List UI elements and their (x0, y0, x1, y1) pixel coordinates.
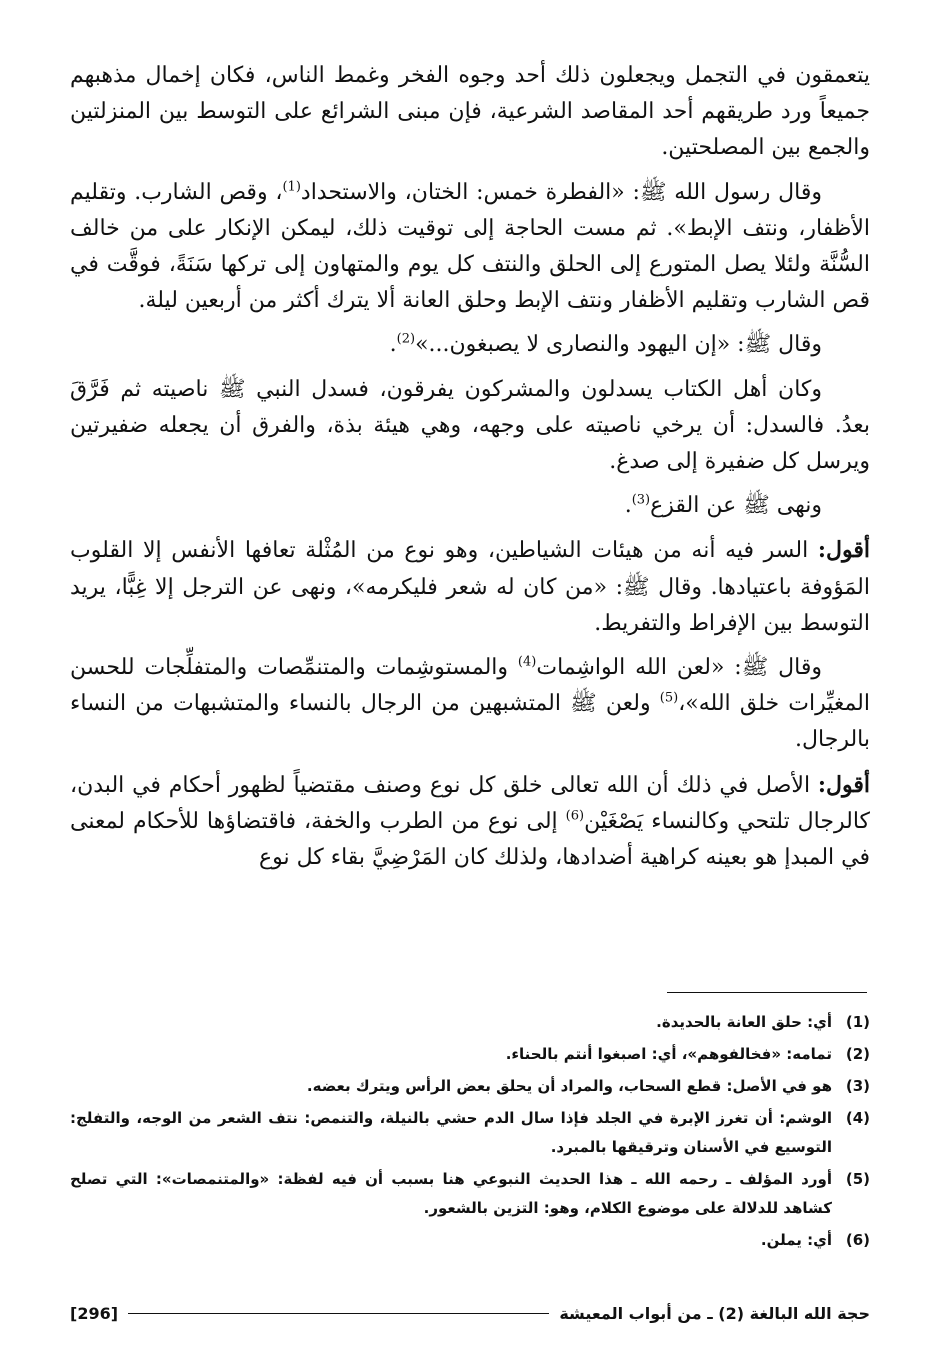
running-footer-title: حجة الله البالغة (2) ـ من أبواب المعيشة (559, 1303, 870, 1323)
footnote-number: (5) (845, 1170, 870, 1188)
paragraph-6 (70, 532, 870, 642)
paragraph-3-end: . (389, 332, 397, 358)
footnote-item (70, 1104, 870, 1162)
paragraph-5-end: . (624, 493, 632, 519)
footnote-number: (1) (845, 1013, 870, 1031)
footnote-ref-2: (2) (396, 332, 416, 348)
paragraph-2-start: وقال رسول الله ﷺ: «الفطرة خمس: الختان، والاستحداد (300, 179, 822, 205)
footnote-text: أي: حلق العانة بالحديدة. (656, 1013, 832, 1031)
aqulu-lead: أقول: (817, 537, 870, 564)
aqulu-lead-2: أقول: (817, 771, 871, 798)
footnote-text: أورد المؤلف ـ رحمه الله ـ هذا الحديث النبوعي هنا بسبب أن فيه لفظة: «والمتنمصات»: التي تصلح كشاهد للدلالة على موضوع الكلام، وهو: التزين بالشعور. (70, 1170, 832, 1217)
footnote-number: (3) (845, 1077, 870, 1095)
footnote-item (70, 1165, 870, 1223)
paragraph-5 (70, 488, 870, 524)
page-number: [296] (70, 1303, 119, 1323)
paragraph-7-middle: والمستوشِمات والمتنمِّصات والمتفلِّجات للحسن المغيِّرات خلق الله»، (70, 655, 870, 717)
footnote-text: تمامه: «فخالفوهم»، أي: اصبغوا أنتم بالحناء. (505, 1045, 832, 1063)
footnote-number: (4) (845, 1109, 870, 1127)
footnote-item (70, 1008, 870, 1037)
footnotes (70, 1008, 870, 1258)
footnote-text: أي: يملن. (760, 1231, 832, 1249)
footnote-number: (2) (845, 1045, 870, 1063)
footnote-text: هو في الأصل: قطع السحاب، والمراد أن يحلق بعض الرأس ويترك بعضه. (306, 1077, 832, 1095)
footnote-text: الوشم: أن تغرز الإبرة في الجلد فإذا سال الدم حشي بالنيلة، والتنمص: نتف الشعر من الوجه، والتفلج: التوسيع في الأسنان وترقيقها بالمبرد. (70, 1109, 832, 1156)
footnote-item (70, 1040, 870, 1069)
footnote-ref-5: (5) (659, 690, 679, 706)
footnote-ref-6: (6) (565, 808, 585, 824)
paragraph-8 (70, 767, 870, 877)
paragraph-7 (70, 650, 870, 759)
footnote-ref-3: (3) (631, 492, 651, 508)
paragraph-6-text: السر فيه أنه من هيئات الشياطين، وهو نوع من المُثْلة تعافها الأنفس إلا القلوب المَؤوفة باعتيادها. وقال ﷺ: «من كان له شعر فليكرمه»، ونهى عن الترجل إلا غِبًّا، يريد التوسط بين الإفراط والتفريط. (70, 538, 870, 636)
footnote-item (70, 1072, 870, 1101)
paragraph-7-start: وقال ﷺ: «لعن الله الواشِمات (536, 655, 822, 681)
paragraph-1: يتعمقون في التجمل ويجعلون ذلك أحد وجوه الفخر وغمط الناس، فكان إخمال مذهبهم جميعاً ورد طريقهم أحد المقاصد الشرعية، فإن مبنى الشرائع على التوسط بين المنزلتين والجمع بين المصلحتين. (70, 63, 870, 161)
footer-rule (128, 1313, 549, 1314)
footnote-item (70, 1226, 870, 1255)
footnote-ref-1: (1) (282, 179, 301, 195)
main-text (70, 58, 870, 884)
paragraph-8-end: إلى نوع من الطرب والخفة، فاقتضاؤها للأحكام لمعنى في المبدإ هو بعينه كراهية أضدادها، ولذلك كان المَرْضِيَّ بقاء كل نوع (70, 808, 870, 871)
paragraph-3-text: وقال ﷺ: «إن اليهود والنصارى لا يصبغون...» (415, 332, 822, 358)
footnote-ref-4: (4) (517, 654, 537, 670)
paragraph-2-rest: ، وقص الشارب. وتقليم الأظفار، ونتف الإبط». ثم مست الحاجة إلى توقيت ذلك، ليمكن الإنكار على من خالف السُّنَّة ولئلا يصل المتورع إلى الحلق والنتف كل يوم والمتهاون إلى تركها سَنَةً، فوقَّت في قص الشارب وتقليم الأظفار ونتف الإبط وحلق العانة ألا يترك أكثر من أربعين ليلة. (70, 179, 870, 314)
footnote-separator (667, 992, 867, 993)
paragraph-2 (70, 175, 870, 320)
paragraph-5-text: ونهى ﷺ عن القزع (650, 493, 822, 519)
paragraph-8-start: الأصل في ذلك أن الله تعالى خلق كل نوع وصنف مقتضياً لظهور أحكام في البدن، كالرجال تلتحي وكالنساء يَصْغَيْن (70, 772, 870, 834)
paragraph-3 (70, 327, 870, 363)
page-footer (70, 1298, 870, 1328)
footnote-number: (6) (845, 1231, 870, 1249)
paragraph-4: وكان أهل الكتاب يسدلون والمشركون يفرقون، فسدل النبي ﷺ ناصيته ثم فَرَّقَ بعدُ. فالسدل: أن يرخي ناصيته على وجهه، وهي هيئة بذة، والفرق أن يجعله ضفيرتين ويرسل كل ضفيرة إلى صدغ. (70, 376, 870, 475)
paragraph-7-end: ولعن ﷺ المتشبهين من الرجال بالنساء والمتشبهات من النساء بالرجال. (70, 691, 870, 753)
